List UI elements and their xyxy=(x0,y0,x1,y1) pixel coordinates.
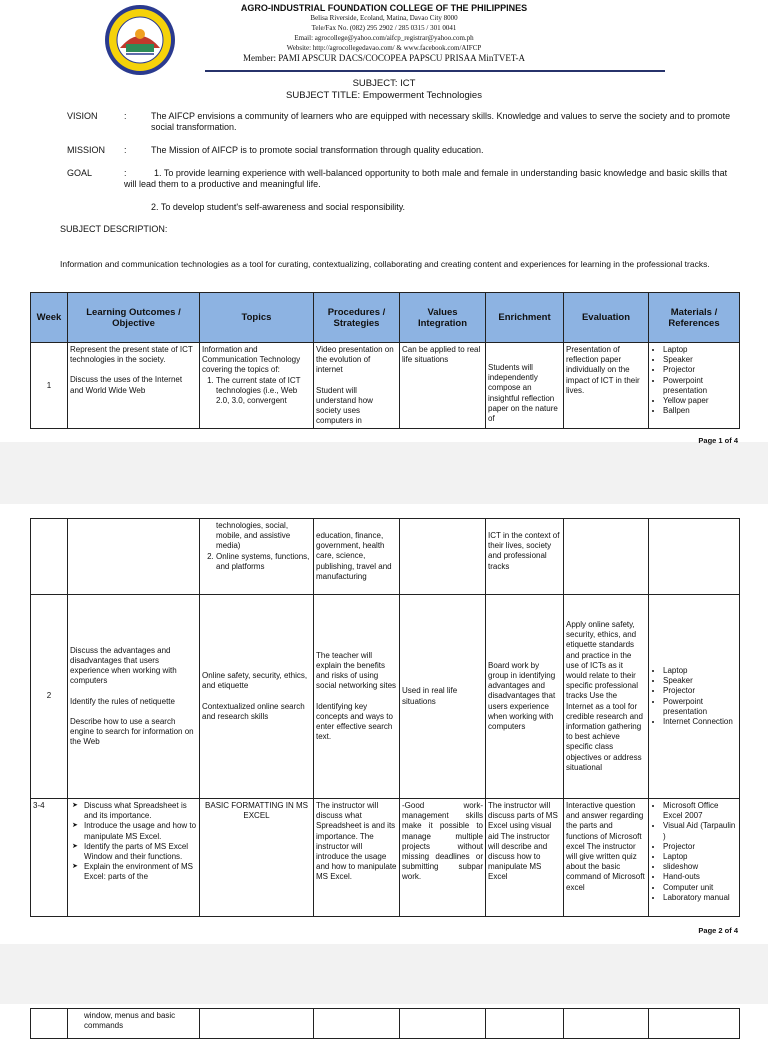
subject-line: SUBJECT: ICT xyxy=(352,78,416,89)
procedures-cell: The instructor will discuss what Spreadsheet is and its importance. The instructor will introduce the usage and how to manipulate MS Excel. xyxy=(314,799,400,917)
outcome-item: Identify the rules of netiquette xyxy=(70,696,175,706)
material-item: • Laboratory manual xyxy=(663,893,737,903)
values-cell: -Good work-management skills make it possible to manage multiple projects without missing deadlines or submitting subpar work. xyxy=(400,799,486,917)
materials-cell xyxy=(649,799,740,917)
material-item: • slideshow xyxy=(663,862,737,872)
procedure-item: Student will understand how society uses computers in xyxy=(316,385,373,426)
page-number: Page 1 of 4 xyxy=(698,436,738,445)
header-topics: Topics xyxy=(200,293,314,343)
header-learning-outcomes: Learning Outcomes / Objective xyxy=(68,293,200,343)
mission-colon: : xyxy=(124,145,127,155)
material-item: • Projector xyxy=(663,686,737,696)
address: Belisa Riverside, Ecoland, Matina, Davao City 8000 xyxy=(310,14,458,22)
material-item: • Laptop xyxy=(663,666,737,676)
header-evaluation: Evaluation xyxy=(564,293,649,343)
table-row-week-1-continued xyxy=(31,519,740,595)
goal-item-1: 1. To provide learning experience with well-balanced opportunity to both male and female in understanding basic knowledge and basic skills that will lead them to a productive and meaningful life. xyxy=(124,168,728,189)
outcomes-cell xyxy=(68,799,200,917)
outcomes-cell: window, menus and basic commands xyxy=(68,1009,200,1039)
material-item: • Laptop xyxy=(663,852,737,862)
table-row-week-2 xyxy=(31,595,740,799)
outcome-item: Represent the present state of ICT technologies in the society. xyxy=(70,345,193,365)
page-number: Page 2 of 4 xyxy=(698,926,738,935)
values-cell: Can be applied to real life situations xyxy=(400,343,486,429)
outcome-item: Describe how to use a search engine to search for information on the Web xyxy=(70,716,194,747)
enrichment-cell: ICT in the context of their lives, society and professional tracks xyxy=(486,519,564,595)
material-item: • Computer unit xyxy=(663,883,737,893)
syllabus-table-page-2 xyxy=(30,518,740,917)
topics-intro: Information and Communication Technology covering the topics of: xyxy=(202,345,301,375)
letterhead xyxy=(200,3,568,63)
topics-cell xyxy=(200,595,314,799)
header-materials: Materials / References xyxy=(649,293,740,343)
enrichment-cell: Students will independently compose an insightful reflection paper on the nature of xyxy=(486,343,564,429)
email: Email: agrocollege@yahoo.com/aifcp_registrar@yahoo.com.ph xyxy=(294,34,474,42)
table-row-week-3-4 xyxy=(31,799,740,917)
vision-colon: : xyxy=(124,111,127,121)
procedure-item: Video presentation on the evolution of internet xyxy=(316,345,394,375)
material-item: • Hand-outs xyxy=(663,872,737,882)
page-1 xyxy=(0,0,768,445)
mission-text: The Mission of AIFCP is to promote social transformation through quality education. xyxy=(151,145,484,155)
subject-description-label: SUBJECT DESCRIPTION: xyxy=(60,224,168,234)
header-enrichment: Enrichment xyxy=(486,293,564,343)
material-item: • Visual Aid (Tarpaulin ) xyxy=(663,821,737,841)
procedures-cell xyxy=(314,595,400,799)
vision-text: The AIFCP envisions a community of learners who are equipped with necessary skills. Knowledge and values to serve the society and to promote social transformation. xyxy=(151,111,731,132)
evaluation-cell: Presentation of reflection paper individually on the impact of ICT in their lives. xyxy=(564,343,649,429)
page-3 xyxy=(0,1004,768,1044)
materials-cell xyxy=(649,595,740,799)
header-procedures: Procedures / Strategies xyxy=(314,293,400,343)
material-item: • Projector xyxy=(663,842,737,852)
outcomes-cell xyxy=(68,595,200,799)
outcome-item: ➤ Introduce the usage and how to manipulate MS Excel. xyxy=(84,821,197,841)
material-item: • Powerpoint presentation xyxy=(663,697,737,717)
week-cell: 2 xyxy=(31,595,68,799)
procedure-item: The teacher will explain the benefits and risks of using social networking sites xyxy=(316,650,397,691)
outcome-item: ➤ Identify the parts of MS Excel Window and their functions. xyxy=(84,842,197,862)
topics-cell: BASIC FORMATTING IN MS EXCEL xyxy=(200,799,314,917)
website: Website: http://agrocollegedavao.com/ & www.facebook.com/AIFCP xyxy=(286,44,482,52)
telefax: Tele/Fax No. (082) 295 2902 / 285 0315 / 301 0041 xyxy=(311,24,457,32)
procedures-cell: education, finance, government, health care, science, publishing, travel and manufacturing xyxy=(314,519,400,595)
week-cell: 3-4 xyxy=(31,799,68,917)
topic-item: 1. The current state of ICT technologies (i.e., Web 2.0, 3.0, convergent xyxy=(216,376,311,407)
material-item: • Internet Connection xyxy=(663,717,737,727)
procedure-item: Identifying key concepts and ways to enter effective search text. xyxy=(316,701,393,742)
material-item: • Yellow paper xyxy=(663,396,737,406)
materials-cell xyxy=(649,343,740,429)
outcome-item: Discuss the advantages and disadvantages that users experience when working with computers xyxy=(70,645,177,686)
topic-item: 2. Online systems, functions, and platforms xyxy=(216,552,311,572)
outcome-item: ➤ Discuss what Spreadsheet is and its importance. xyxy=(84,801,197,821)
outcomes-cell xyxy=(68,343,200,429)
college-seal-logo xyxy=(104,4,176,76)
page-2 xyxy=(0,504,768,944)
topics-cell xyxy=(200,343,314,429)
outcome-item: Discuss the uses of the Internet and World Wide Web xyxy=(70,375,183,395)
material-item: • Speaker xyxy=(663,355,737,365)
material-item: • Ballpen xyxy=(663,406,737,416)
header-values-integration: Values Integration xyxy=(400,293,486,343)
outcome-item: ➤ Explain the environment of MS Excel: parts of the xyxy=(84,862,197,882)
topics-cell xyxy=(200,519,314,595)
goal-colon: : xyxy=(124,168,127,178)
table-row-week-1 xyxy=(31,343,740,429)
vision-label: VISION xyxy=(67,111,98,121)
evaluation-cell: Apply online safety, security, ethics, and etiquette standards and practice in the use of ICTs as it would relate to their specific professional tracks Use the Internet as a tool for credible research and information gathering to best achieve specific class objectives or address situational xyxy=(564,595,649,799)
topic-item: Contextualized online search and research skills xyxy=(202,701,305,721)
topic-continued: technologies, social, mobile, and assistive media) xyxy=(216,521,291,551)
institution-name: AGRO-INDUSTRIAL FOUNDATION COLLEGE OF THE PHILIPPINES xyxy=(240,3,528,13)
enrichment-cell: The instructor will discuss parts of MS Excel using visual aid The instructor will describe and discuss how to manipulate MS Excel xyxy=(486,799,564,917)
evaluation-cell: Interactive question and answer regarding the parts and functions of Microsoft excel The instructor will give written quiz about the basic command of Microsoft excel xyxy=(564,799,649,917)
procedures-cell xyxy=(314,343,400,429)
topic-item: Online safety, security, ethics, and etiquette xyxy=(202,671,308,691)
material-item: • Microsoft Office Excel 2007 xyxy=(663,801,737,821)
values-cell: Used in real life situations xyxy=(400,595,486,799)
goal-item-2: 2. To develop student's self-awareness and social responsibility. xyxy=(151,202,406,212)
syllabus-table-page-1 xyxy=(30,292,740,429)
membership: Member: PAMI APSCUR DACS/COCOPEA PAPSCU PRISAA MinTVET-A xyxy=(242,53,526,63)
material-item: • Projector xyxy=(663,365,737,375)
material-item: • Speaker xyxy=(663,676,737,686)
mission-label: MISSION xyxy=(67,145,106,155)
material-item: • Laptop xyxy=(663,345,737,355)
goal-label: GOAL xyxy=(67,168,93,178)
table-header-row xyxy=(31,293,740,343)
enrichment-cell: Board work by group in identifying advantages and disadvantages that users experience when working with computers xyxy=(486,595,564,799)
header-week: Week xyxy=(31,293,68,343)
subject-title: SUBJECT TITLE: Empowerment Technologies xyxy=(286,90,482,101)
week-cell: 1 xyxy=(31,343,68,429)
header-rule xyxy=(205,70,665,72)
subject-description-text: Information and communication technologies as a tool for curating, contextualizing, collaborating and creating content and experiences for learning in the professional tracks. xyxy=(60,259,710,269)
material-item: • Powerpoint presentation xyxy=(663,376,737,396)
